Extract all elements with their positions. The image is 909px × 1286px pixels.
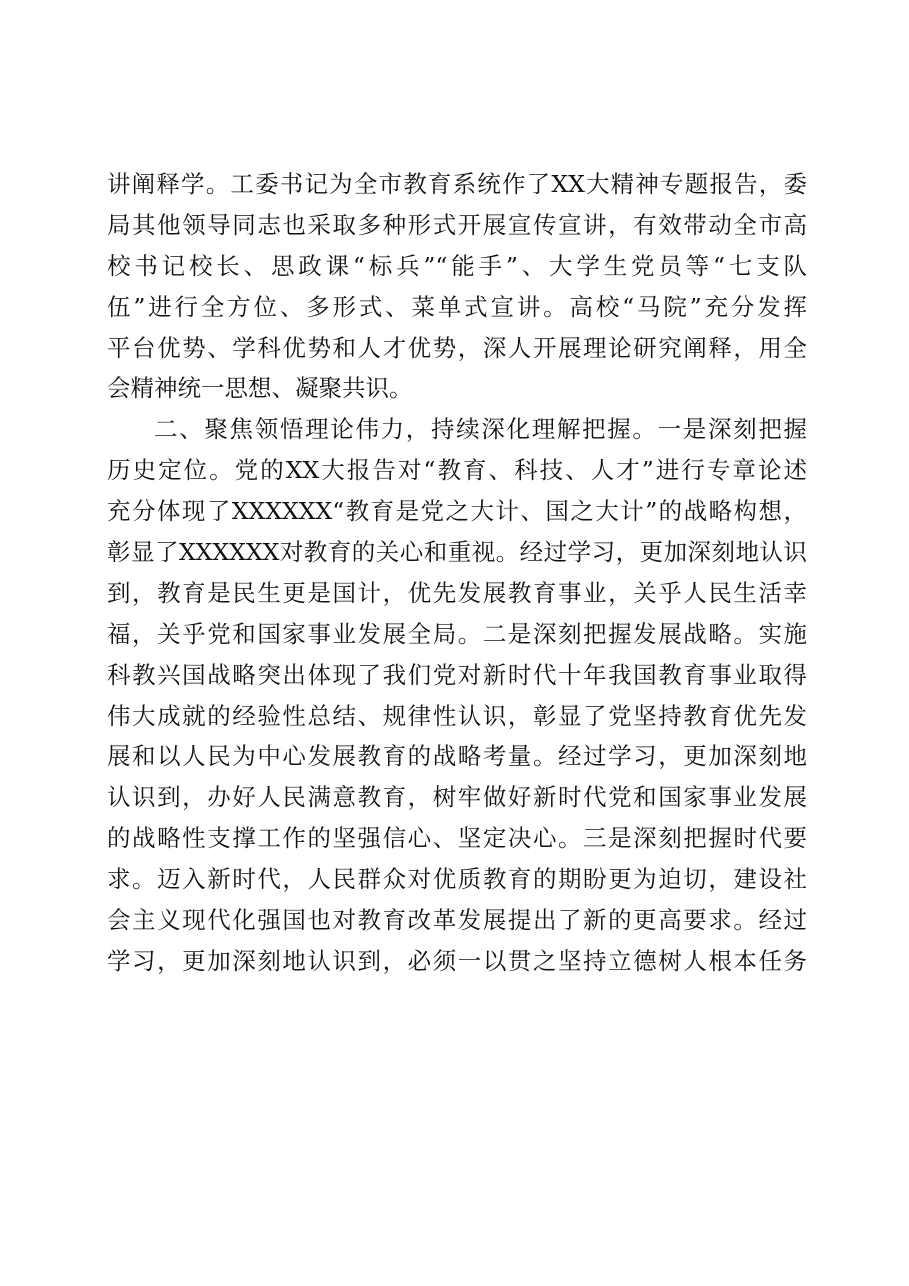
text-line: 校书记校长、思政课“标兵”“能手”、大学生党员等“七支队 [107, 251, 807, 280]
paragraph-1 [107, 164, 807, 409]
text-line: 伟大成就的经验性总结、规律性认识，彰显了党坚持教育优先发 [107, 701, 807, 730]
text-line: 到，教育是民生更是国计，优先发展教育事业，关乎人民生活幸 [107, 578, 807, 607]
text-line: 认识到，办好人民满意教育，树牢做好新时代党和国家事业发展 [107, 783, 807, 812]
text-line: 学习，更加深刻地认识到，必须一以贯之坚持立德树人根本任务 [107, 946, 807, 975]
text-line: 平台优势、学科优势和人才优势，深人开展理论研究阐释，用全 [107, 333, 807, 362]
text-line: 二、聚焦领悟理论伟力，持续深化理解把握。一是深刻把握 [154, 415, 807, 444]
body-text [107, 164, 807, 982]
text-line: 讲阐释学。工委书记为全市教育系统作了XX大精神专题报告，委 [107, 170, 807, 198]
text-line: 充分体现了XXXXXX“教育是党之大计、国之大计”的战略构想， [107, 497, 807, 526]
text-line: 会精神统一思想、凝聚共识。 [107, 374, 413, 403]
text-line: 展和以人民为中心发展教育的战略考量。经过学习，更加深刻地 [107, 742, 807, 771]
text-line: 的战略性支撑工作的坚强信心、坚定决心。三是深刻把握时代要 [107, 824, 807, 853]
text-line: 会主义现代化强国也对教育改革发展提出了新的更高要求。经过 [107, 906, 807, 935]
text-line: 福，关乎党和国家事业发展全局。二是深刻把握发展战略。实施 [107, 619, 807, 648]
text-line: 伍”进行全方位、多形式、菜单式宣讲。高校“马院”充分发挥 [107, 292, 807, 321]
paragraph-2 [107, 409, 807, 981]
text-line: 科教兴国战略突出体现了我们党对新时代十年我国教育事业取得 [107, 660, 807, 689]
text-line: 局其他领导同志也采取多种形式开展宣传宣讲，有效带动全市高 [107, 210, 807, 239]
text-line: 求。迈入新时代，人民群众对优质教育的期盼更为迫切，建设社 [107, 865, 807, 894]
text-line: 历史定位。党的XX大报告对“教育、科技、人才”进行专章论述 [107, 456, 807, 485]
text-line: 彰显了XXXXXX对教育的关心和重视。经过学习，更加深刻地认识 [107, 538, 807, 567]
